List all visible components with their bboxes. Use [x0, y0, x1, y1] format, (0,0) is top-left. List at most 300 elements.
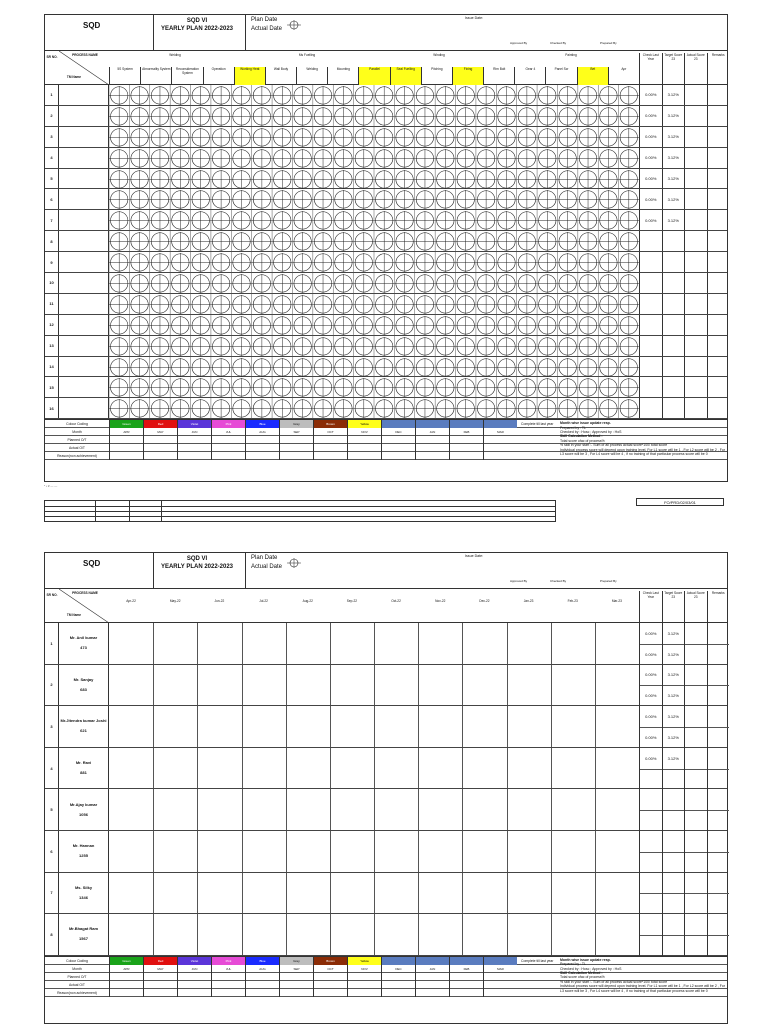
- month-cell-empty: [483, 981, 517, 989]
- row-scores: [639, 831, 729, 872]
- note-line: Month wise issue update resp.: [560, 421, 611, 426]
- month-grid: [109, 623, 639, 664]
- colour-swatch: Grey: [279, 420, 313, 428]
- target-circle-grid: [109, 189, 639, 209]
- row-scores: [639, 127, 729, 147]
- score-cell: [707, 685, 730, 706]
- row-scores: [639, 706, 729, 747]
- score-cell: [707, 644, 730, 665]
- month-cell: APR: [109, 965, 143, 973]
- month-cell-empty: [109, 436, 143, 444]
- sheet-header: [45, 15, 727, 51]
- month-cell: NOV: [347, 965, 381, 973]
- column-subheader: Wall Body: [265, 67, 296, 85]
- score-cell: [639, 935, 662, 956]
- col-process: PROCESS NAME: [72, 53, 98, 57]
- score-cell: [707, 727, 730, 748]
- month-cell-empty: [211, 436, 245, 444]
- operator-name-text: Mr. Ravi: [75, 760, 92, 766]
- row-sr: 2: [45, 665, 59, 706]
- month-grid: [109, 706, 639, 747]
- score-cell: 3.12%: [662, 706, 685, 727]
- column-subheader: Working Heat: [234, 67, 265, 85]
- operator-id: 1567: [79, 936, 88, 942]
- row-process-name: [59, 377, 109, 397]
- note-line: Prepared by : TL: [560, 425, 587, 430]
- issue-date-label: Issue Date:: [465, 554, 484, 558]
- month-cell: MAR: [483, 428, 517, 436]
- target-circles: [109, 252, 639, 273]
- row-sr: 4: [45, 148, 59, 168]
- colour-swatch: [449, 957, 483, 965]
- target-circle-grid: [109, 336, 639, 356]
- target-circle-grid: [109, 377, 639, 397]
- score-cell: [707, 831, 730, 852]
- column-subheader: Bet: [577, 67, 608, 85]
- process-row: [45, 398, 727, 419]
- note-line: Individual process score will depend upon training level. For L1 score will be 1 , For L2 score will be 2 , For L3 score will be 3 , For L4 score will be 4 , if no training of that particular process score will be 0: [560, 447, 725, 457]
- score-cell: [707, 706, 730, 727]
- row-sr: 6: [45, 189, 59, 209]
- month-cell: MAR: [483, 965, 517, 973]
- score-cell: [662, 893, 685, 914]
- month-cell-empty: [381, 436, 415, 444]
- grid-line: [595, 831, 596, 872]
- month-header: Jun-22: [214, 599, 225, 603]
- month-cell-empty: [245, 981, 279, 989]
- month-grid: [109, 789, 639, 830]
- score-cell: [684, 935, 707, 956]
- divider: [153, 15, 154, 50]
- right-column-header: Remarks: [707, 53, 730, 85]
- target-circles: [109, 336, 639, 357]
- month-cell-empty: [449, 436, 483, 444]
- score-cell: [684, 852, 707, 873]
- row-scores: [639, 189, 729, 209]
- row-sr: 3: [45, 127, 59, 147]
- grid-line: [551, 873, 552, 914]
- column-subheader: Parallel: [358, 67, 389, 85]
- grid-line: [286, 789, 287, 830]
- operator-name: [59, 914, 109, 955]
- plan-date-label: Plan Date: [251, 17, 278, 23]
- colour-swatch: [381, 420, 415, 428]
- grid-line: [197, 831, 198, 872]
- grid-line: [153, 665, 154, 706]
- target-circle-grid: [109, 210, 639, 230]
- grid-line: [418, 873, 419, 914]
- grid-line: [507, 914, 508, 955]
- row-scores: [639, 357, 729, 377]
- target-circle-grid: [109, 315, 639, 335]
- col-process: PROCESS NAME: [72, 591, 98, 595]
- column-subheader: 5S System: [109, 67, 140, 85]
- colour-swatch: Violet: [177, 957, 211, 965]
- month-cell-empty: [483, 989, 517, 997]
- row-scores: [639, 336, 729, 356]
- note-line: % skill in your start :- Sum of all process actual score*100/ total score: [560, 979, 668, 984]
- colour-swatch: [381, 957, 415, 965]
- grid-line: [595, 706, 596, 747]
- grid-line: [507, 706, 508, 747]
- grid-line: [330, 706, 331, 747]
- note-line: Skill Calculation Method :: [560, 970, 603, 975]
- month-cell-empty: [415, 444, 449, 452]
- right-column-header: Check Last Year: [639, 53, 662, 85]
- colour-swatch: Yellow: [347, 420, 381, 428]
- page-title: [157, 555, 237, 571]
- row-scores: [639, 665, 729, 706]
- divider: [153, 553, 154, 588]
- score-cell: [662, 852, 685, 873]
- row-sr: 7: [45, 210, 59, 230]
- colour-swatch: Pink: [211, 420, 245, 428]
- score-cell: [707, 914, 730, 935]
- grid-line: [507, 748, 508, 789]
- column-subheader: Fixing: [452, 67, 483, 85]
- row-sr: 4: [45, 748, 59, 789]
- column-header: [45, 51, 727, 85]
- score-cell: [639, 852, 662, 873]
- right-column-header: Target Score 23: [662, 53, 685, 85]
- month-grid: [109, 914, 639, 955]
- note-line: Individual process score will depend upon training level. For L1 score will be 1 , For L2 score will be 2 , For L3 score will be 3 , For L4 score will be 4 , if no training of that particular process score will be 0: [560, 984, 725, 993]
- month-cell: AUG: [245, 965, 279, 973]
- target-circle-grid: [109, 273, 639, 293]
- month-cell-empty: [177, 981, 211, 989]
- grid-line: [330, 914, 331, 955]
- approved-by-label: Approved By: [510, 579, 528, 583]
- operator-row: [45, 623, 727, 665]
- month-header: Oct-22: [391, 599, 401, 603]
- col-sr: SR NO.: [46, 55, 58, 59]
- operator-id: 1056: [79, 811, 88, 817]
- process-row: [45, 127, 727, 148]
- notes-box: [560, 958, 727, 993]
- row-process-name: [59, 189, 109, 209]
- month-cell: JUN: [177, 965, 211, 973]
- grid-line: [551, 789, 552, 830]
- score-cell: [707, 810, 730, 831]
- score-cell: [662, 273, 685, 293]
- grid-line: [374, 706, 375, 747]
- note-line: Prepared by : TL: [560, 962, 587, 967]
- row-sr: 11: [45, 294, 59, 314]
- row-scores: [639, 914, 729, 955]
- month-header: Dec-22: [479, 599, 490, 603]
- operator-id: 1346: [79, 894, 88, 900]
- row-scores: [639, 398, 729, 418]
- month-cell-empty: [347, 989, 381, 997]
- process-row: [45, 189, 727, 210]
- row-sr: 1: [45, 85, 59, 105]
- operator-row: [45, 873, 727, 915]
- month-cell-empty: [109, 989, 143, 997]
- row-sr: 8: [45, 231, 59, 251]
- score-cell: [707, 273, 730, 293]
- score-cell: [707, 873, 730, 894]
- notes-box: [560, 421, 727, 456]
- issue-date-label: Issue Date:: [465, 16, 484, 20]
- operator-name: [59, 873, 109, 914]
- grid-line: [507, 623, 508, 664]
- title-line-2: YEARLY PLAN 2022-2023: [160, 26, 234, 32]
- process-row: [45, 273, 727, 294]
- grid-line: [418, 831, 419, 872]
- row-scores: [639, 148, 729, 168]
- score-cell: [684, 336, 707, 356]
- month-cell-empty: [347, 436, 381, 444]
- month-cell-empty: [313, 981, 347, 989]
- month-cell-empty: [483, 444, 517, 452]
- grid-line: [286, 873, 287, 914]
- month-cell-empty: [211, 452, 245, 460]
- colour-swatch: Blue: [245, 957, 279, 965]
- operator-name: [59, 789, 109, 830]
- score-cell: [707, 85, 730, 105]
- score-cell: [684, 169, 707, 189]
- complete-last-year: Complete till last year: [521, 422, 554, 427]
- note-line: % skill in your start :- Sum of all process actual score*100/ total score: [560, 443, 668, 448]
- footer-row-label: Month: [72, 430, 82, 435]
- footer-row-label: Planned O/T: [67, 438, 87, 443]
- col-sr: SR NO.: [46, 593, 58, 597]
- month-cell: JAN: [415, 965, 449, 973]
- page-title: [157, 17, 237, 33]
- score-cell: [707, 106, 730, 126]
- month-cell-empty: [109, 981, 143, 989]
- month-grid: [109, 665, 639, 706]
- score-cell: 3.12%: [662, 85, 685, 105]
- grid-line: [551, 706, 552, 747]
- title-line-1: SQD VI: [186, 18, 208, 24]
- colour-swatch: Pink: [211, 957, 245, 965]
- target-circles: [109, 357, 639, 378]
- target-circle-grid: [109, 398, 639, 418]
- colour-swatch: Brown: [313, 957, 347, 965]
- title-line-2: YEARLY PLAN 2022-2023: [160, 564, 234, 570]
- score-cell: [684, 106, 707, 126]
- row-process-name: [59, 85, 109, 105]
- footnote: * • # — —: [44, 484, 58, 488]
- grid-line: [595, 748, 596, 789]
- checked-by-label: Checked By: [550, 579, 567, 583]
- score-cell: [639, 294, 662, 314]
- colour-swatch: [415, 957, 449, 965]
- month-cell-empty: [279, 981, 313, 989]
- colour-coding-footer: [45, 956, 727, 997]
- row-scores: [639, 231, 729, 251]
- grid-line: [551, 623, 552, 664]
- month-cell: APR: [109, 428, 143, 436]
- score-cell: [707, 189, 730, 209]
- signature-table: [44, 500, 556, 522]
- grid-line: [197, 623, 198, 664]
- row-process-name: [59, 294, 109, 314]
- month-cell: FEB: [449, 428, 483, 436]
- colour-swatch: Red: [143, 420, 177, 428]
- month-cell-empty: [415, 981, 449, 989]
- grid-line: [418, 748, 419, 789]
- month-cell-empty: [449, 452, 483, 460]
- footer-row-label: Colour Coding: [66, 958, 88, 963]
- footer-row-label: Planned O/T: [67, 974, 87, 979]
- grid-line: [197, 748, 198, 789]
- process-row: [45, 231, 727, 252]
- score-cell: [684, 231, 707, 251]
- score-cell: [684, 706, 707, 727]
- actual-date-label: Actual Date: [251, 26, 283, 32]
- target-circle-grid: [109, 252, 639, 272]
- column-subheader: Pitching: [421, 67, 452, 85]
- row-sr: 15: [45, 377, 59, 397]
- row-scores: [639, 377, 729, 397]
- operator-row: [45, 831, 727, 873]
- row-process-name: [59, 315, 109, 335]
- grid-line: [551, 831, 552, 872]
- process-row: [45, 377, 727, 398]
- score-cell: 3.12%: [662, 727, 685, 748]
- plan-actual-legend: [251, 16, 307, 48]
- score-cell: [639, 273, 662, 293]
- score-cell: [707, 148, 730, 168]
- score-cell: 0.00%: [639, 189, 662, 209]
- score-cell: [639, 810, 662, 831]
- score-cell: [662, 935, 685, 956]
- score-cell: [707, 210, 730, 230]
- target-circles: [109, 273, 639, 294]
- target-circles: [109, 398, 639, 419]
- score-cell: [684, 315, 707, 335]
- grid-line: [153, 914, 154, 955]
- month-grid: [109, 831, 639, 872]
- divider: [245, 15, 246, 50]
- month-cell: MAY: [143, 965, 177, 973]
- operator-row: [45, 665, 727, 707]
- operator-name: [59, 665, 109, 706]
- month-cell-empty: [109, 452, 143, 460]
- month-cell-empty: [415, 436, 449, 444]
- row-process-name: [59, 210, 109, 230]
- month-cell: JUL: [211, 428, 245, 436]
- sheet-header: [45, 553, 727, 589]
- month-cell-empty: [279, 452, 313, 460]
- grid-line: [462, 831, 463, 872]
- column-subheader: Panel Scr: [545, 67, 576, 85]
- score-cell: 0.00%: [639, 85, 662, 105]
- month-grid: [109, 873, 639, 914]
- grid-line: [286, 748, 287, 789]
- column-subheader: Gear 4: [514, 67, 545, 85]
- checked-by-label: Checked By: [550, 41, 567, 45]
- score-cell: [684, 252, 707, 272]
- score-cell: [639, 873, 662, 894]
- divider: [245, 553, 246, 588]
- target-circles: [109, 210, 639, 231]
- row-process-name: [59, 106, 109, 126]
- row-sr: 1: [45, 623, 59, 664]
- process-row: [45, 106, 727, 127]
- grid-line: [330, 789, 331, 830]
- score-cell: [639, 357, 662, 377]
- score-cell: [662, 357, 685, 377]
- score-cell: [684, 273, 707, 293]
- score-cell: 3.12%: [662, 169, 685, 189]
- row-sr: 2: [45, 106, 59, 126]
- row-process-name: [59, 273, 109, 293]
- month-cell-empty: [143, 981, 177, 989]
- score-cell: 3.12%: [662, 127, 685, 147]
- grid-line: [153, 706, 154, 747]
- score-cell: [707, 252, 730, 272]
- row-process-name: [59, 398, 109, 418]
- score-cell: [639, 377, 662, 397]
- row-sr: 3: [45, 706, 59, 747]
- score-cell: [639, 893, 662, 914]
- row-sr: 7: [45, 873, 59, 914]
- month-cell-empty: [177, 452, 211, 460]
- process-row: [45, 315, 727, 336]
- target-circles: [109, 377, 639, 398]
- row-process-name: [59, 148, 109, 168]
- month-cell-empty: [109, 444, 143, 452]
- colour-swatch: [449, 420, 483, 428]
- score-cell: [707, 665, 730, 686]
- month-cell: AUG: [245, 428, 279, 436]
- grid-line: [242, 831, 243, 872]
- row-scores: [639, 623, 729, 664]
- grid-line: [551, 914, 552, 955]
- month-header: Jul-22: [259, 599, 268, 603]
- month-cell: MAY: [143, 428, 177, 436]
- month-header: Mar-23: [611, 599, 622, 603]
- target-circle-grid: [109, 148, 639, 168]
- month-header: May-22: [169, 599, 181, 603]
- grid-line: [242, 665, 243, 706]
- score-cell: [707, 893, 730, 914]
- operator-id: 1255: [79, 853, 88, 859]
- target-circle-grid: [109, 294, 639, 314]
- month-cell-empty: [177, 444, 211, 452]
- month-cell-empty: [313, 452, 347, 460]
- target-circles: [109, 189, 639, 210]
- score-cell: 0.00%: [639, 623, 662, 644]
- colour-swatch: Yellow: [347, 957, 381, 965]
- month-cell-empty: [381, 973, 415, 981]
- score-cell: 0.00%: [639, 148, 662, 168]
- score-cell: [684, 398, 707, 418]
- row-process-name: [59, 231, 109, 251]
- right-column-header: Actual Score 23: [684, 591, 707, 623]
- row-process-name: [59, 252, 109, 272]
- column-subheader: Apr: [608, 67, 639, 85]
- score-cell: [707, 748, 730, 769]
- colour-swatch: Blue: [245, 420, 279, 428]
- colour-swatch: Grey: [279, 957, 313, 965]
- score-cell: [662, 914, 685, 935]
- colour-swatch: [483, 957, 517, 965]
- target-circle-grid: [109, 357, 639, 377]
- row-sr: 9: [45, 252, 59, 272]
- note-line: Checked by : Hosc ; Approved by : HoS: [560, 966, 622, 971]
- grid-line: [595, 873, 596, 914]
- footer-row-label: Colour Coding: [66, 422, 88, 427]
- target-circle-grid: [109, 231, 639, 251]
- grid-line: [286, 914, 287, 955]
- operator-name: [59, 706, 109, 747]
- target-legend-icon: [287, 20, 301, 30]
- grid-line: [242, 748, 243, 789]
